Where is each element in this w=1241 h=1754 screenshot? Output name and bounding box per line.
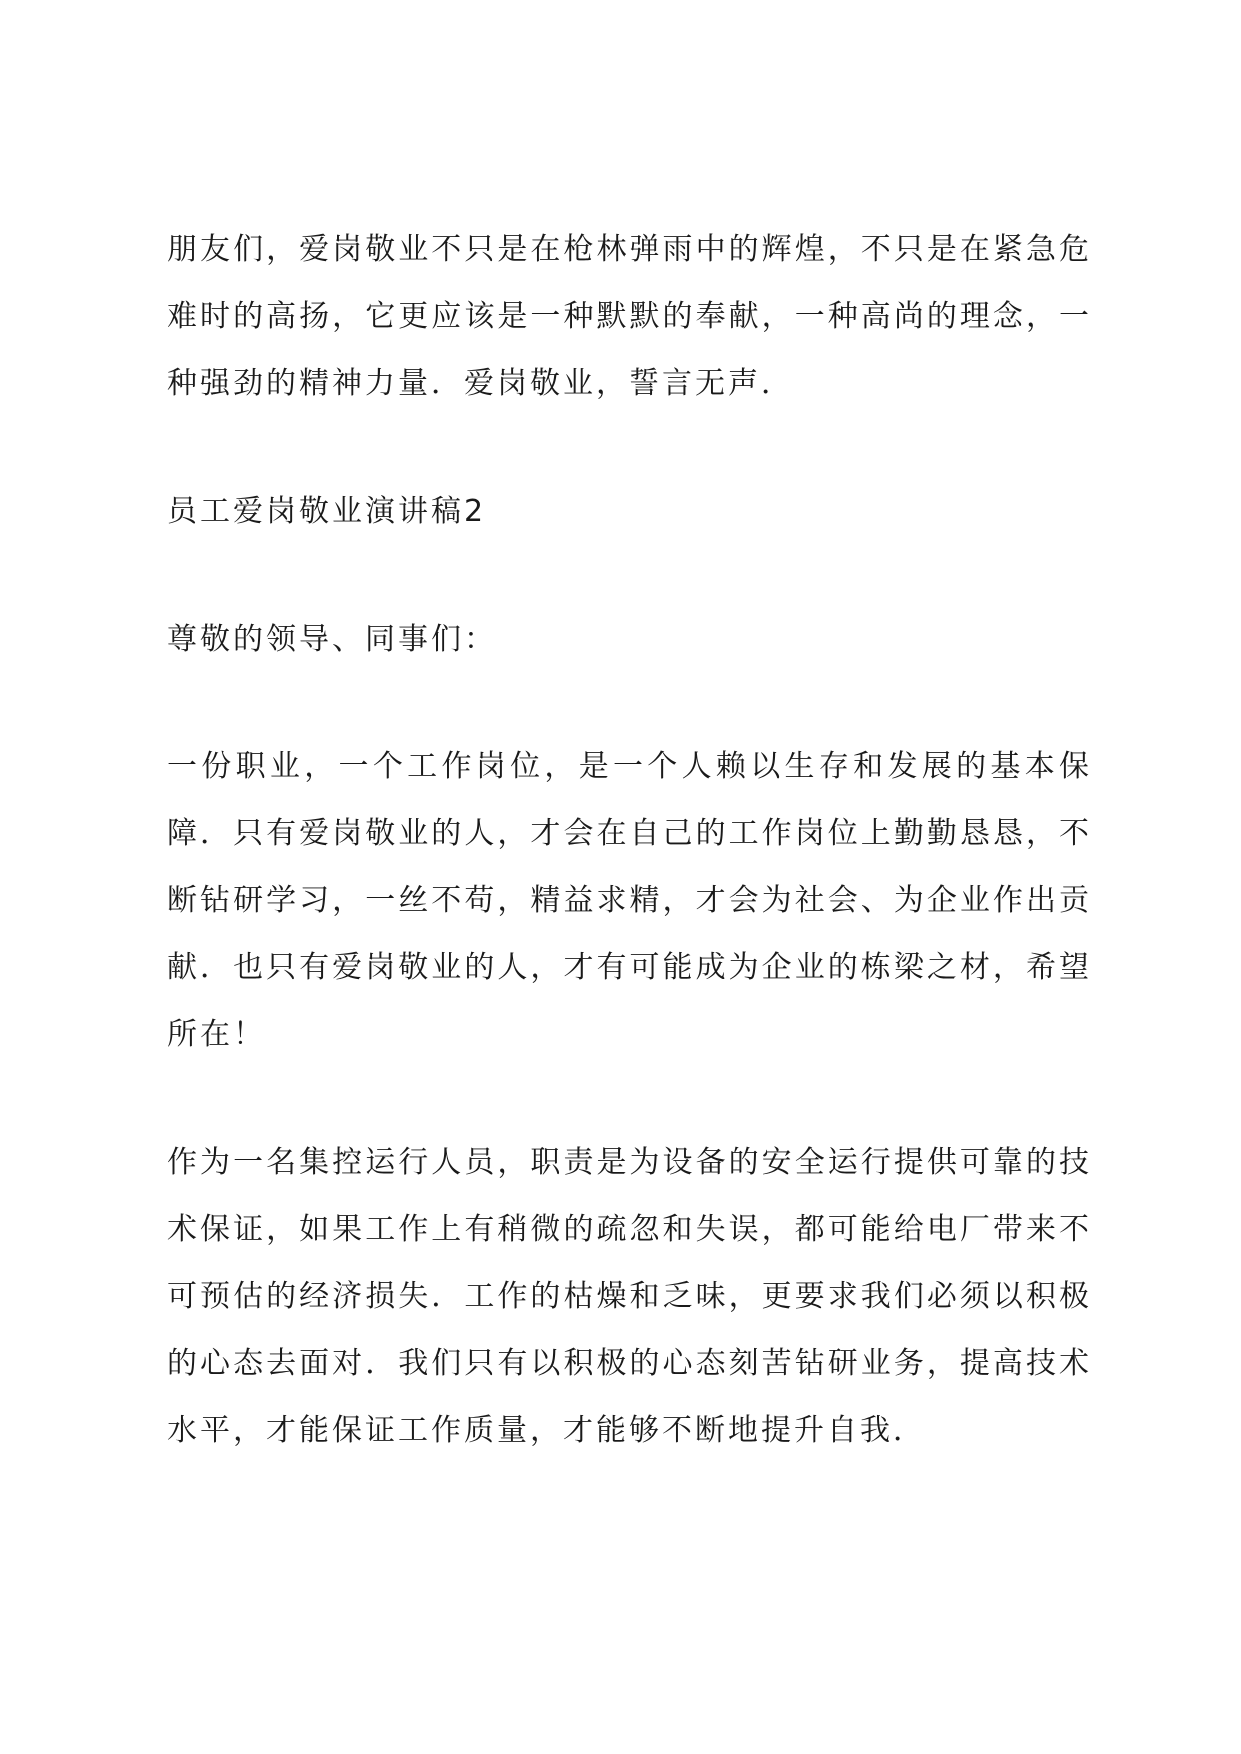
paragraph-operator-duty: 作为一名集控运行人员，职责是为设备的安全运行提供可靠的技术保证，如果工作上有稍微的疏忽和失误，都可能给电厂带来不可预估的经济损失．工作的枯燥和乏味，更要求我们必须以积极的心态去面对．我们只有以积极的心态刻苦钻研业务，提高技术水平，才能保证工作质量，才能够不断地提升自我． (167, 1145, 1092, 1448)
paragraph-intro-conclusion: 朋友们，爱岗敬业不只是在枪林弹雨中的辉煌，不只是在紧急危难时的高扬，它更应该是一种默默的奉献，一种高尚的理念，一种强劲的精神力量．爱岗敬业，誓言无声． (167, 232, 1092, 401)
paragraph-career: 一份职业，一个工作岗位，是一个人赖以生存和发展的基本保障．只有爱岗敬业的人，才会在自己的工作岗位上勤勤恳恳，不断钻研学习，一丝不苟，精益求精，才会为社会、为企业作出贡献．也只有爱岗敬业的人，才有可能成为企业的栋梁之材，希望所在！ (167, 749, 1092, 1052)
salutation: 尊敬的领导、同事们： (167, 622, 497, 657)
section-heading: 员工爱岗敬业演讲稿2 (167, 494, 487, 529)
